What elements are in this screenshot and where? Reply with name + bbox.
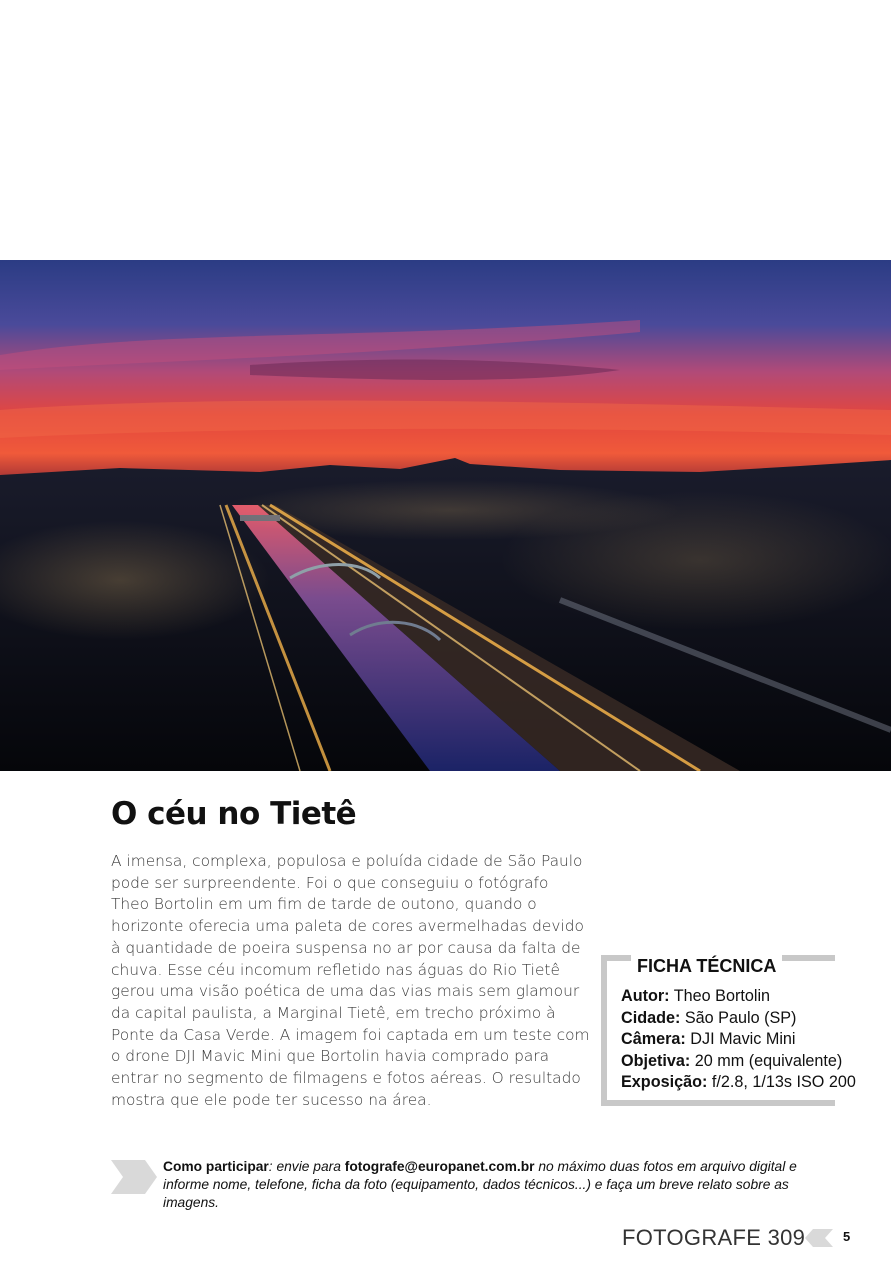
ficha-tecnica-box bbox=[601, 955, 856, 1106]
footer-magazine: FOTOGRAFE 309 bbox=[622, 1225, 806, 1250]
ficha-value: São Paulo (SP) bbox=[684, 1008, 797, 1027]
ficha-item-camera bbox=[621, 1029, 856, 1051]
article-body bbox=[111, 851, 590, 1111]
ficha-value: Theo Bortolin bbox=[673, 987, 771, 1005]
chevron-arrow-icon bbox=[111, 1160, 157, 1194]
body-line: Ponte da Casa Verde. A imagem foi captada em um teste com bbox=[111, 1025, 590, 1044]
ficha-label: Cidade: bbox=[621, 1008, 681, 1027]
article-title: O céu no Tietê bbox=[111, 796, 357, 832]
body-line: o drone DJI Mavic Mini que Bortolin havia comprado para bbox=[111, 1047, 550, 1066]
body-line: entrar no segmento de filmagens e fotos aéreas. O resultado bbox=[111, 1069, 581, 1088]
como-participar bbox=[163, 1158, 843, 1212]
page-number: 5 bbox=[843, 1229, 851, 1244]
ficha-label: Exposição: bbox=[621, 1073, 708, 1092]
ficha-item-cidade bbox=[621, 1008, 856, 1030]
body-line: mostra que ele pode ter sucesso na área. bbox=[111, 1090, 432, 1109]
ficha-label: Autor: bbox=[621, 987, 670, 1005]
ficha-item-autor bbox=[621, 986, 856, 1008]
participar-text: : envie para bbox=[268, 1159, 345, 1174]
body-line: A imensa, complexa, populosa e poluída cidade de São Paulo bbox=[111, 852, 583, 870]
participar-email[interactable]: fotografe@europanet.com.br bbox=[344, 1159, 535, 1174]
body-line: gerou uma visão poética de uma das vias mais sem glamour bbox=[111, 982, 580, 1001]
ficha-item-exposicao bbox=[621, 1072, 856, 1094]
ficha-tecnica-list bbox=[621, 986, 856, 1094]
cover-photo bbox=[0, 260, 891, 771]
body-line: pode ser surpreendente. Foi o que conseguiu o fotógrafo bbox=[111, 873, 549, 892]
ficha-label: Câmera: bbox=[621, 1030, 686, 1049]
participar-text-rest: no máximo duas fotos em arquivo digital e informe nome, telefone, ficha da foto (equipamento, dados técnicos...) e faça um breve relato sobre as imagens. bbox=[163, 1159, 797, 1210]
body-line: horizonte oferecia uma paleta de cores avermelhadas devido bbox=[111, 917, 584, 936]
ficha-label: Objetiva: bbox=[621, 1051, 691, 1070]
ficha-value: f/2.8, 1/13s ISO 200 bbox=[711, 1073, 856, 1092]
ficha-value: 20 mm (equivalente) bbox=[694, 1051, 843, 1070]
ficha-item-objetiva bbox=[621, 1051, 856, 1073]
ficha-value: DJI Mavic Mini bbox=[690, 1030, 796, 1049]
body-line: à quantidade de poeira suspensa no ar por causa da falta de bbox=[111, 938, 581, 957]
body-line: chuva. Esse céu incomum refletido nas águas do Rio Tietê bbox=[111, 960, 560, 979]
chevron-left-icon bbox=[805, 1229, 833, 1247]
participar-label: Como participar bbox=[163, 1159, 269, 1174]
photo-illustration bbox=[0, 260, 891, 771]
body-line: da capital paulista, a Marginal Tietê, em trecho próximo à bbox=[111, 1003, 556, 1022]
ficha-tecnica-title: FICHA TÉCNICA bbox=[631, 955, 782, 977]
body-line: Theo Bortolin em um fim de tarde de outono, quando o bbox=[111, 895, 537, 914]
